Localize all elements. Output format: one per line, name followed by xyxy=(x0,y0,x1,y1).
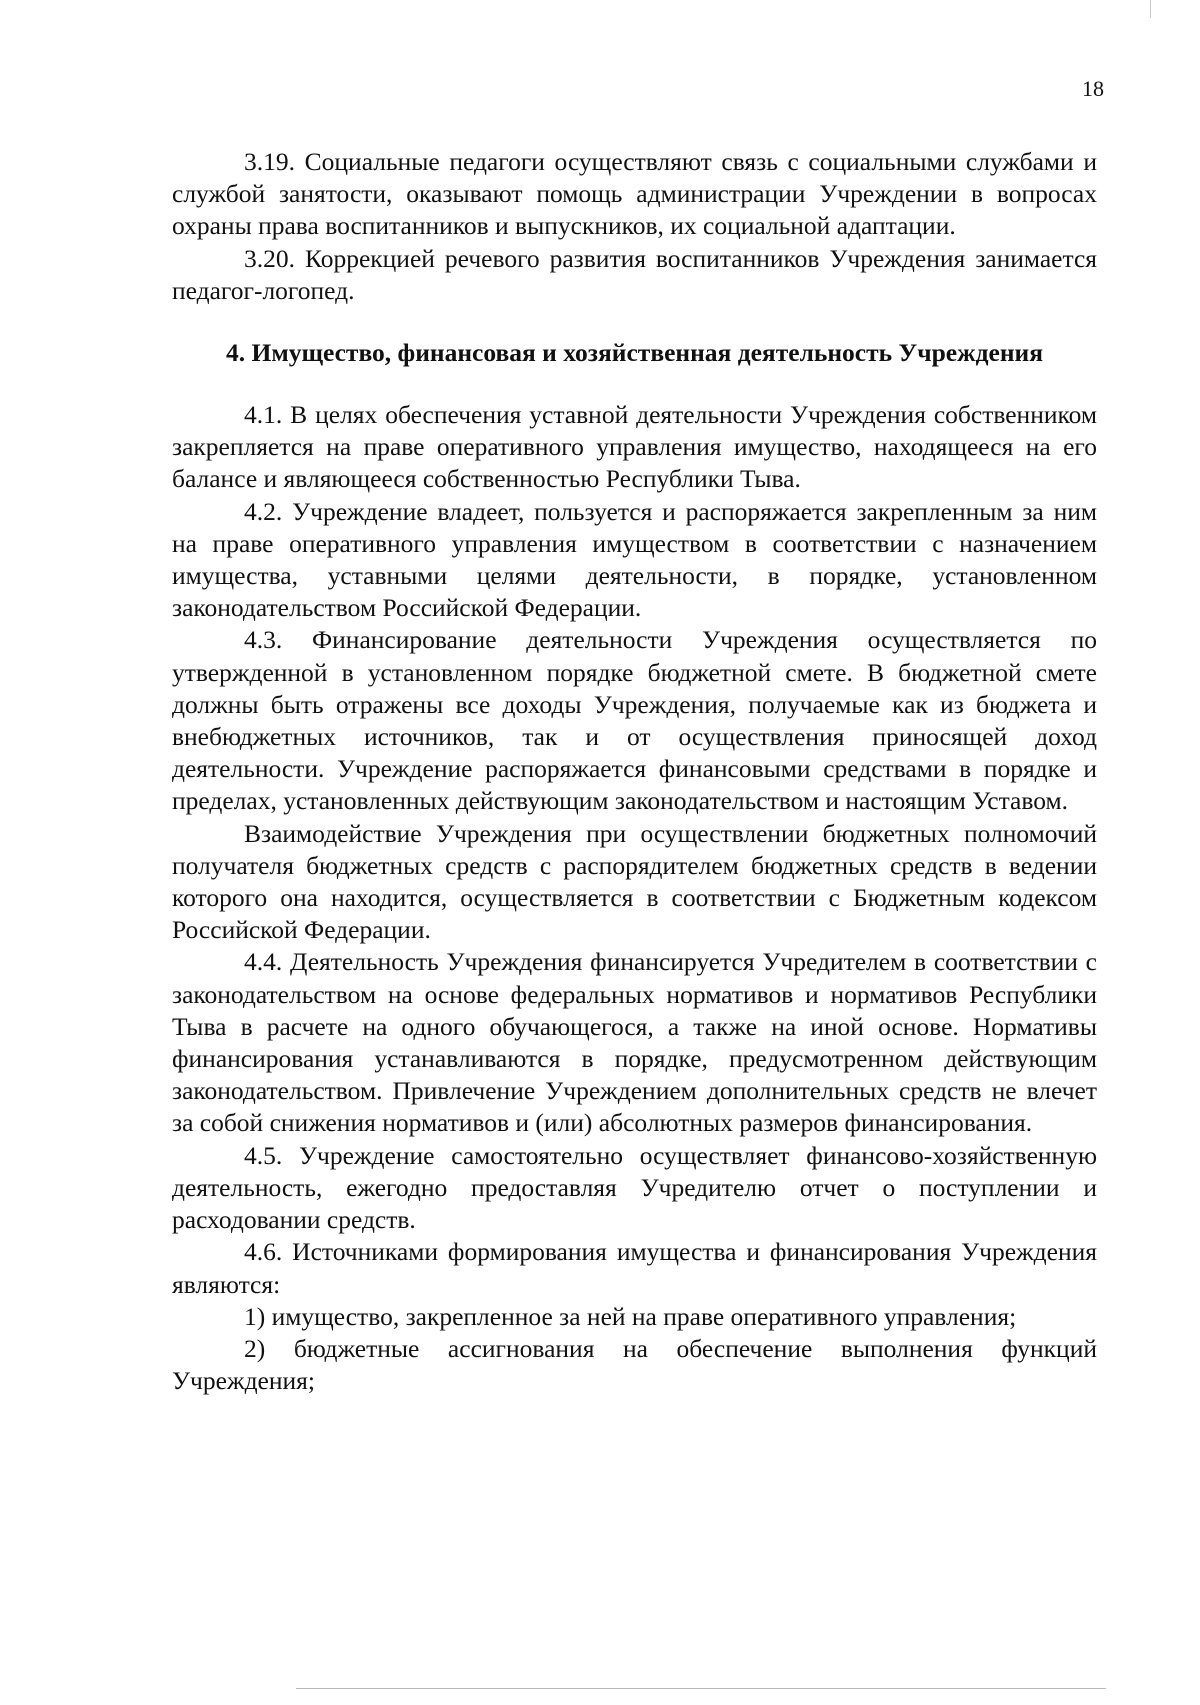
paragraph-4-5: 4.5. Учреждение самостоятельно осуществляет финансово-хозяйственную деятельность, ежегодно предоставляя Учредителю отчет о поступлении и расходовании средств. xyxy=(172,1140,1097,1235)
section-4-heading: 4. Имущество, финансовая и хозяйственная деятельность Учреждения xyxy=(226,338,1043,368)
paragraph-4-4: 4.4. Деятельность Учреждения финансируется Учредителем в соответствии с законодательством на основе федеральных нормативов и нормативов Республики Тыва в расчете на одного обучающегося, а также на иной основе. Нормативы финансирования устанавливаются в порядке, предусмотренном действующим законодательством. Привлечение Учреждением дополнительных средств не влечет за собой снижения нормативов и (или) абсолютных размеров финансирования. xyxy=(172,947,1097,1138)
paragraph-4-1: 4.1. В целях обеспечения уставной деятельности Учреждения собственником закрепляется на праве оперативного управления имущество, находящееся на его балансе и являющееся собственностью Республики Тыва. xyxy=(172,400,1097,494)
paragraph-4-3-interaction: Взаимодействие Учреждения при осуществлении бюджетных полномочий получателя бюджетных средств с распорядителем бюджетных средств в ведении которого она находится, осуществляется в соответствии с Бюджетным кодексом Российской Федерации. xyxy=(172,818,1097,945)
scan-edge-mark xyxy=(1150,0,1151,18)
list-item-1: 1) имущество, закрепленное за ней на праве оперативного управления; xyxy=(244,1301,1017,1331)
paragraph-4-6: 4.6. Источниками формирования имущества и финансирования Учреждения являются: xyxy=(172,1237,1097,1299)
list-item-2: 2) бюджетные ассигнования на обеспечение выполнения функций Учреждения; xyxy=(172,1333,1097,1396)
paragraph-3-20: 3.20. Коррекцией речевого развития воспитанников Учреждения занимается педагог-логопед. xyxy=(172,243,1097,305)
scan-bottom-edge-line xyxy=(296,1688,1106,1689)
paragraph-4-3: 4.3. Финансирование деятельности Учреждения осуществляется по утвержденной в установленном порядке бюджетной смете. В бюджетной смете должны быть отражены все доходы Учреждения, получаемые как из бюджета и внебюджетных источников, так и от осуществления приносящей доход деятельности. Учреждение распоряжается финансовыми средствами в порядке и пределах, установленных действующим законодательством и настоящим Уставом. xyxy=(172,625,1097,816)
page-number: 18 xyxy=(1082,76,1104,101)
paragraph-3-19: 3.19. Социальные педагоги осуществляют связь с социальными службами и службой занятости, оказывают помощь администрации Учреждении в вопросах охраны права воспитанников и выпускников, их социальной адаптации. xyxy=(172,147,1097,241)
document-body xyxy=(172,146,1097,1397)
paragraph-4-2: 4.2. Учреждение владеет, пользуется и распоряжается закрепленным за ним на праве оперативного управления имуществом в соответствии с назначением имущества, уставными целями деятельности, в порядке, установленном законодательством Российской Федерации. xyxy=(172,496,1097,623)
